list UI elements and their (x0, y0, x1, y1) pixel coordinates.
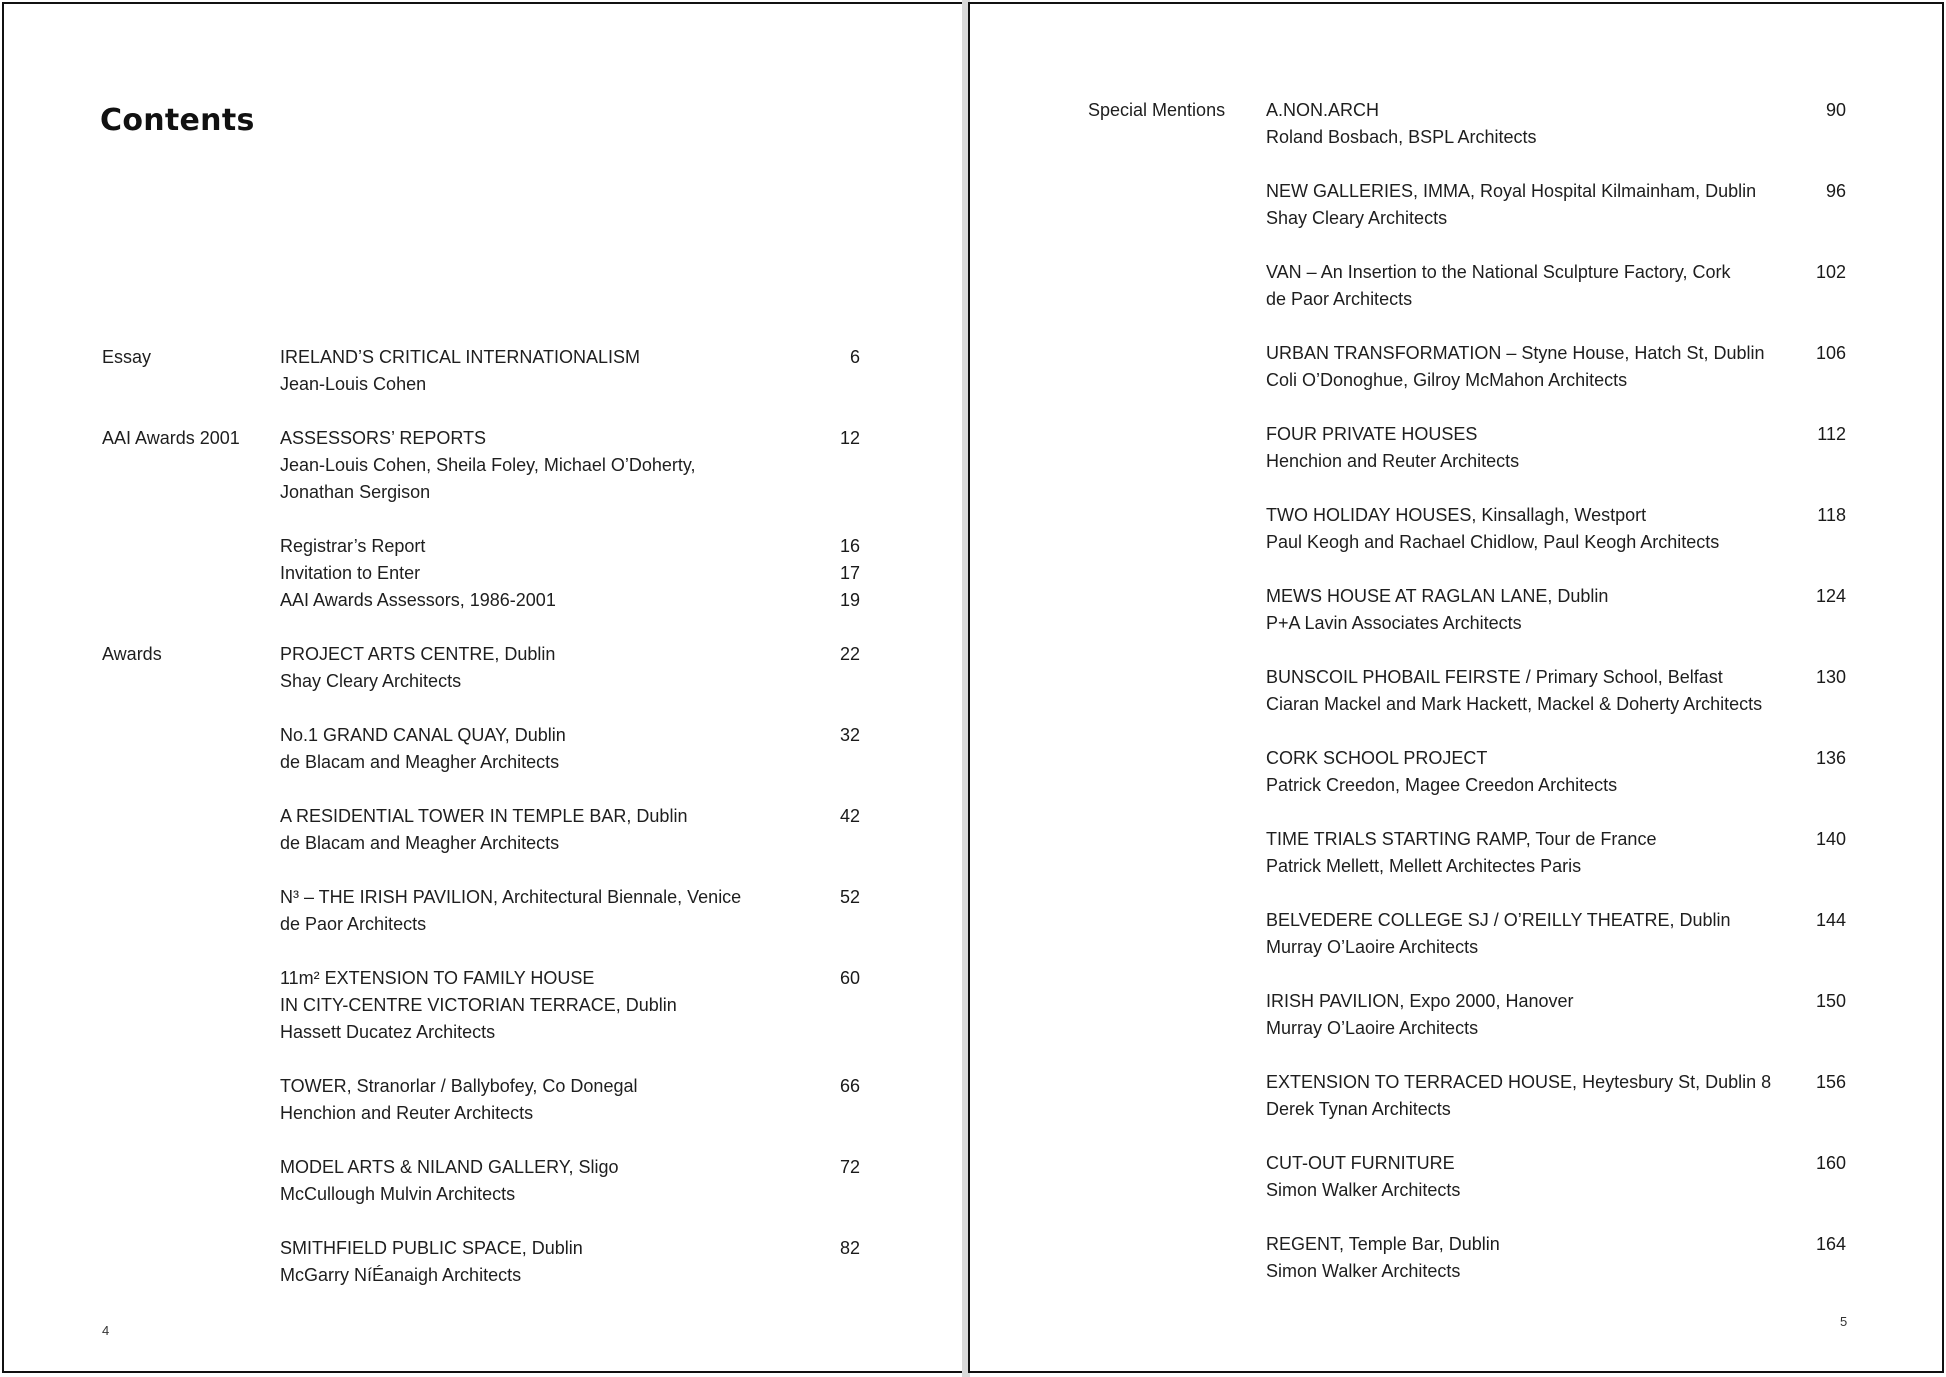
entry-page-number: 140 (1815, 829, 1846, 849)
entry-title: No.1 GRAND CANAL QUAY, Dublin (280, 725, 566, 745)
entry-title: CUT-OUT FURNITURE (1266, 1153, 1455, 1173)
entry-credit: Patrick Creedon, Magee Creedon Architects (1266, 775, 1618, 795)
entry-title: AAI Awards Assessors, 1986-2001 (280, 590, 556, 610)
entry-title: MEWS HOUSE AT RAGLAN LANE, Dublin (1266, 586, 1609, 606)
entry-title: BELVEDERE COLLEGE SJ / O’REILLY THEATRE, Dublin (1266, 910, 1731, 930)
entry-title: ASSESSORS’ REPORTS (280, 428, 487, 448)
entry-page-number: 96 (1825, 181, 1846, 201)
entry-credit: Ciaran Mackel and Mark Hackett, Mackel & Doherty Architects (1266, 694, 1763, 714)
entry-credit: Jonathan Sergison (280, 482, 431, 502)
entry-title: BUNSCOIL PHOBAIL FEIRSTE / Primary School, Belfast (1266, 667, 1723, 687)
entry-credit: Murray O’Laoire Architects (1266, 937, 1479, 957)
entry-title: NEW GALLERIES, IMMA, Royal Hospital Kilmainham, Dublin (1266, 181, 1757, 201)
entry-page-number: 144 (1815, 910, 1846, 930)
entry-title: SMITHFIELD PUBLIC SPACE, Dublin (280, 1238, 583, 1258)
entry-credit: de Blacam and Meagher Architects (280, 752, 560, 772)
entry-title: PROJECT ARTS CENTRE, Dublin (280, 644, 556, 664)
entry-page-number: 52 (839, 887, 860, 907)
entry-credit: Hassett Ducatez Architects (280, 1022, 496, 1042)
entry-credit: Simon Walker Architects (1266, 1261, 1461, 1281)
entry-page-number: 124 (1815, 586, 1846, 606)
entry-page-number: 82 (839, 1238, 860, 1258)
entry-title: IRISH PAVILION, Expo 2000, Hanover (1266, 991, 1574, 1011)
entry-title: REGENT, Temple Bar, Dublin (1266, 1234, 1500, 1254)
entry-credit: Murray O’Laoire Architects (1266, 1018, 1479, 1038)
entry-page-number: 106 (1815, 343, 1846, 363)
entry-credit: Derek Tynan Architects (1266, 1099, 1451, 1119)
entry-credit: McCullough Mulvin Architects (280, 1184, 516, 1204)
entry-page-number: 66 (839, 1076, 860, 1096)
entry-page-number: 12 (839, 428, 860, 448)
entry-credit: de Paor Architects (280, 914, 427, 934)
entry-page-number: 22 (839, 644, 860, 664)
entry-page-number: 17 (839, 563, 860, 583)
entry-credit: de Blacam and Meagher Architects (280, 833, 560, 853)
entry-title: VAN – An Insertion to the National Sculpture Factory, Cork (1266, 262, 1731, 282)
entry-credit: McGarry NíÉanaigh Architects (280, 1265, 522, 1285)
entry-page-number: 150 (1815, 991, 1846, 1011)
entry-title: A.NON.ARCH (1266, 100, 1380, 120)
entry-credit: Coli O’Donoghue, Gilroy McMahon Architects (1266, 370, 1628, 390)
section-label-awards: Awards (102, 644, 162, 664)
folio-right: 5 (1840, 1314, 1848, 1329)
entry-page-number: 16 (839, 536, 860, 556)
section-label-special-mentions: Special Mentions (1088, 100, 1226, 120)
entry-page-number: 72 (839, 1157, 860, 1177)
entry-title: Invitation to Enter (280, 563, 421, 583)
entry-title: TIME TRIALS STARTING RAMP, Tour de France (1266, 829, 1657, 849)
entry-page-number: 118 (1817, 505, 1846, 525)
entry-credit: de Paor Architects (1266, 289, 1413, 309)
page-title: Contents (100, 103, 255, 138)
entry-page-number: 112 (1817, 424, 1846, 444)
entry-credit: Shay Cleary Architects (1266, 208, 1448, 228)
entry-credit: Paul Keogh and Rachael Chidlow, Paul Keogh Architects (1266, 532, 1720, 552)
folio-left: 4 (102, 1323, 110, 1338)
entry-title: A RESIDENTIAL TOWER IN TEMPLE BAR, Dublin (280, 806, 688, 826)
entry-page-number: 130 (1815, 667, 1846, 687)
entry-title: 11m² EXTENSION TO FAMILY HOUSE (280, 968, 595, 988)
entry-title: FOUR PRIVATE HOUSES (1266, 424, 1478, 444)
entry-page-number: 136 (1815, 748, 1846, 768)
section-label-aai-awards: AAI Awards 2001 (102, 428, 240, 448)
entry-title: URBAN TRANSFORMATION – Styne House, Hatch St, Dublin (1266, 343, 1765, 363)
entry-credit: Henchion and Reuter Architects (280, 1103, 534, 1123)
entry-title: CORK SCHOOL PROJECT (1266, 748, 1488, 768)
entry-credit: Roland Bosbach, BSPL Architects (1266, 127, 1537, 147)
entry-credit: Jean-Louis Cohen (280, 374, 427, 394)
entry-page-number: 102 (1815, 262, 1846, 282)
entry-credit: Jean-Louis Cohen, Sheila Foley, Michael O’Doherty, (280, 455, 696, 475)
entry-page-number: 156 (1815, 1072, 1846, 1092)
entry-page-number: 19 (839, 590, 860, 610)
entry-title: N³ – THE IRISH PAVILION, Architectural Biennale, Venice (280, 887, 742, 907)
entry-page-number: 6 (849, 347, 860, 367)
entry-title: TWO HOLIDAY HOUSES, Kinsallagh, Westport (1266, 505, 1647, 525)
entry-title: EXTENSION TO TERRACED HOUSE, Heytesbury St, Dublin 8 (1266, 1072, 1772, 1092)
entry-credit: Shay Cleary Architects (280, 671, 462, 691)
entry-page-number: 90 (1825, 100, 1846, 120)
entry-credit: IN CITY-CENTRE VICTORIAN TERRACE, Dublin (280, 995, 677, 1015)
entry-title: TOWER, Stranorlar / Ballybofey, Co Donegal (280, 1076, 638, 1096)
section-label-essay: Essay (102, 347, 152, 367)
entry-title: IRELAND’S CRITICAL INTERNATIONALISM (280, 347, 641, 367)
entry-page-number: 160 (1815, 1153, 1846, 1173)
entry-title: MODEL ARTS & NILAND GALLERY, Sligo (280, 1157, 619, 1177)
entry-credit: Simon Walker Architects (1266, 1180, 1461, 1200)
entry-credit: Henchion and Reuter Architects (1266, 451, 1520, 471)
entry-credit: Patrick Mellett, Mellett Architectes Paris (1266, 856, 1582, 876)
entry-credit: P+A Lavin Associates Architects (1266, 613, 1522, 633)
entry-page-number: 42 (839, 806, 860, 826)
entry-page-number: 32 (839, 725, 860, 745)
entry-title: Registrar’s Report (280, 536, 426, 556)
entry-page-number: 164 (1815, 1234, 1846, 1254)
entry-page-number: 60 (839, 968, 860, 988)
